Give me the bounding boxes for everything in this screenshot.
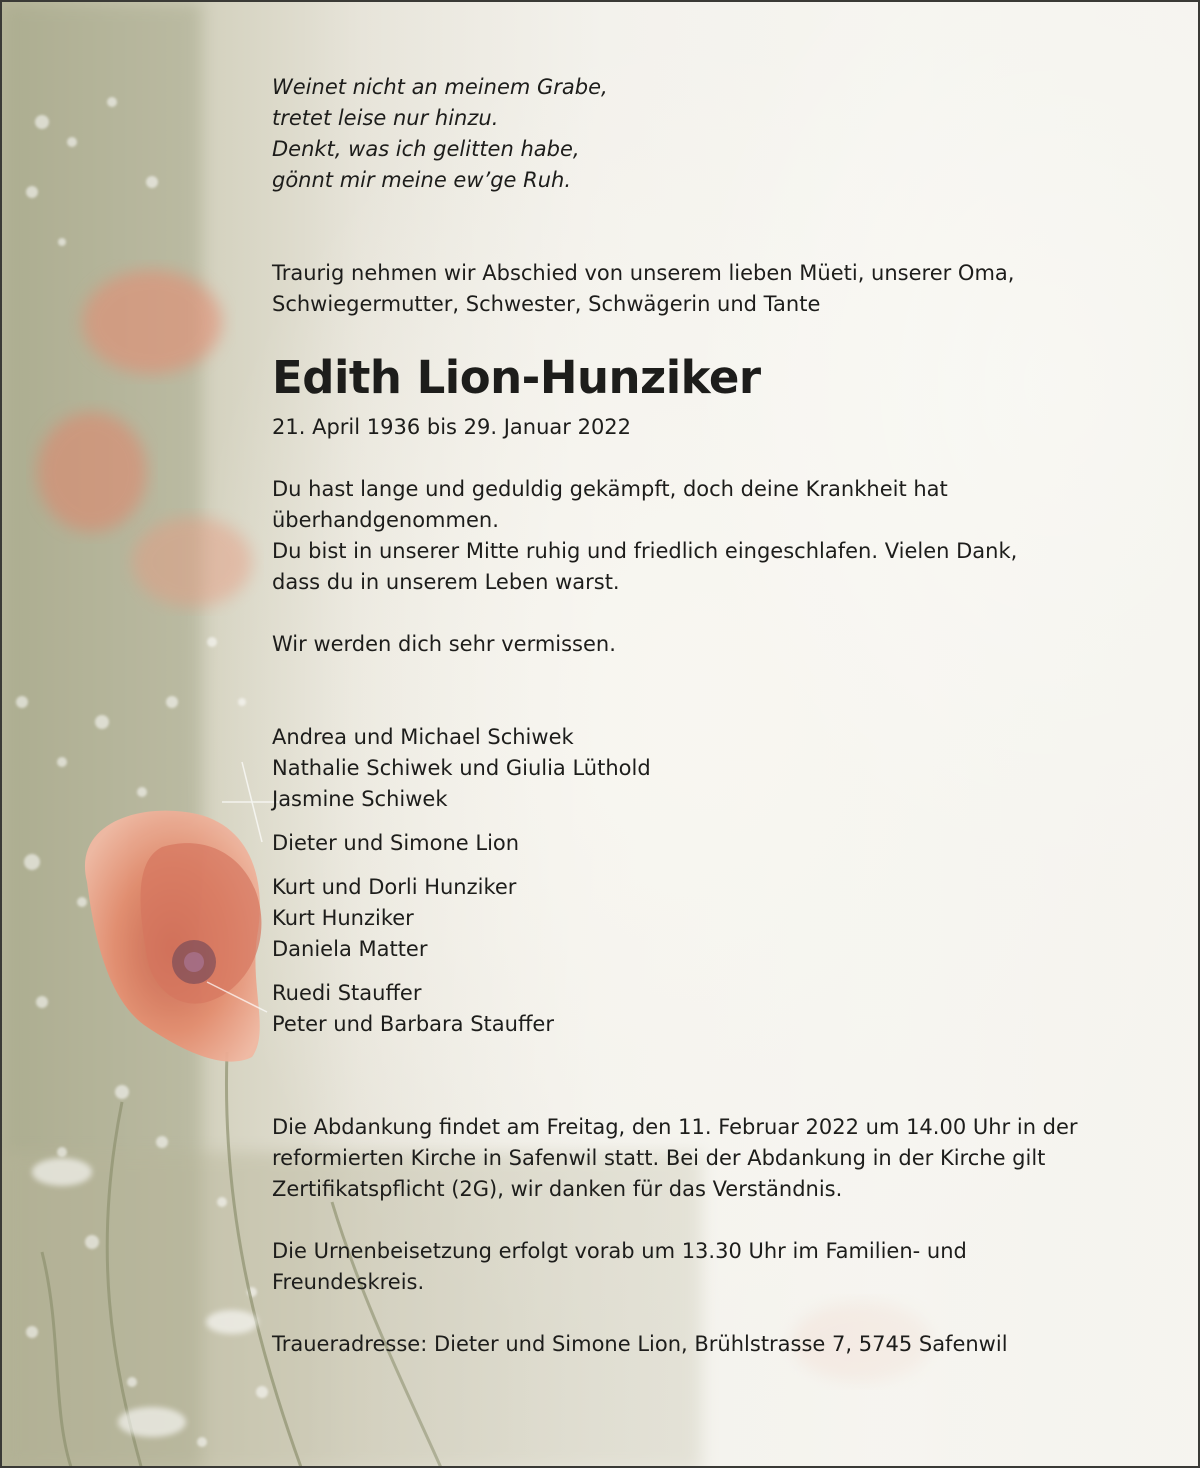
mourner-name: Daniela Matter [272, 937, 428, 961]
message-line: Du bist in unserer Mitte ruhig und friedlich eingeschlafen. Vielen Dank, [272, 539, 1018, 563]
service-info [272, 1112, 1172, 1205]
service-line: Zertifikatspflicht (2G), wir danken für das Verständnis. [272, 1177, 843, 1201]
mourner-name: Kurt Hunziker [272, 906, 414, 930]
mourner-name: Dieter und Simone Lion [272, 831, 520, 855]
mourners-list [272, 722, 1172, 1040]
poem-line: Weinet nicht an meinem Grabe, [272, 75, 608, 99]
deceased-name: Edith Lion-Hunziker [272, 351, 761, 404]
burial-info [272, 1236, 1172, 1298]
service-line: reformierten Kirche in Safenwil statt. Bei der Abdankung in der Kirche gilt [272, 1146, 1046, 1170]
intro-line: Schwiegermutter, Schwester, Schwägerin und Tante [272, 292, 821, 316]
obituary-text [272, 72, 1172, 1360]
intro-text [272, 258, 1172, 320]
closing-line: Wir werden dich sehr vermissen. [272, 632, 616, 656]
service-line: Die Abdankung findet am Freitag, den 11. Februar 2022 um 14.00 Uhr in der [272, 1115, 1078, 1139]
life-dates: 21. April 1936 bis 29. Januar 2022 [272, 415, 632, 439]
intro-line: Traurig nehmen wir Abschied von unserem lieben Müeti, unserer Oma, [272, 261, 1015, 285]
mourner-group [272, 872, 1172, 965]
mourner-name: Andrea und Michael Schiwek [272, 725, 574, 749]
mourner-group [272, 722, 1172, 815]
mourner-name: Peter und Barbara Stauffer [272, 1012, 554, 1036]
mourner-group [272, 828, 1172, 859]
mourning-address: Traueradresse: Dieter und Simone Lion, Brühlstrasse 7, 5745 Safenwil [272, 1332, 1008, 1356]
farewell-message [272, 474, 1172, 598]
mourner-name: Kurt und Dorli Hunziker [272, 875, 517, 899]
message-line: Du hast lange und geduldig gekämpft, doch deine Krankheit hat [272, 477, 948, 501]
burial-line: Die Urnenbeisetzung erfolgt vorab um 13.30 Uhr im Familien- und [272, 1239, 967, 1263]
mourner-name: Nathalie Schiwek und Giulia Lüthold [272, 756, 651, 780]
poem-line: gönnt mir meine ew’ge Ruh. [272, 168, 572, 192]
poem-line: tretet leise nur hinzu. [272, 106, 499, 130]
mourner-name: Jasmine Schiwek [272, 787, 448, 811]
mourner-group [272, 978, 1172, 1040]
poem-line: Denkt, was ich gelitten habe, [272, 137, 580, 161]
mourner-name: Ruedi Stauffer [272, 981, 422, 1005]
message-line: überhandgenommen. [272, 508, 499, 532]
burial-line: Freundeskreis. [272, 1270, 425, 1294]
message-line: dass du in unserem Leben warst. [272, 570, 620, 594]
poem [272, 72, 1172, 196]
